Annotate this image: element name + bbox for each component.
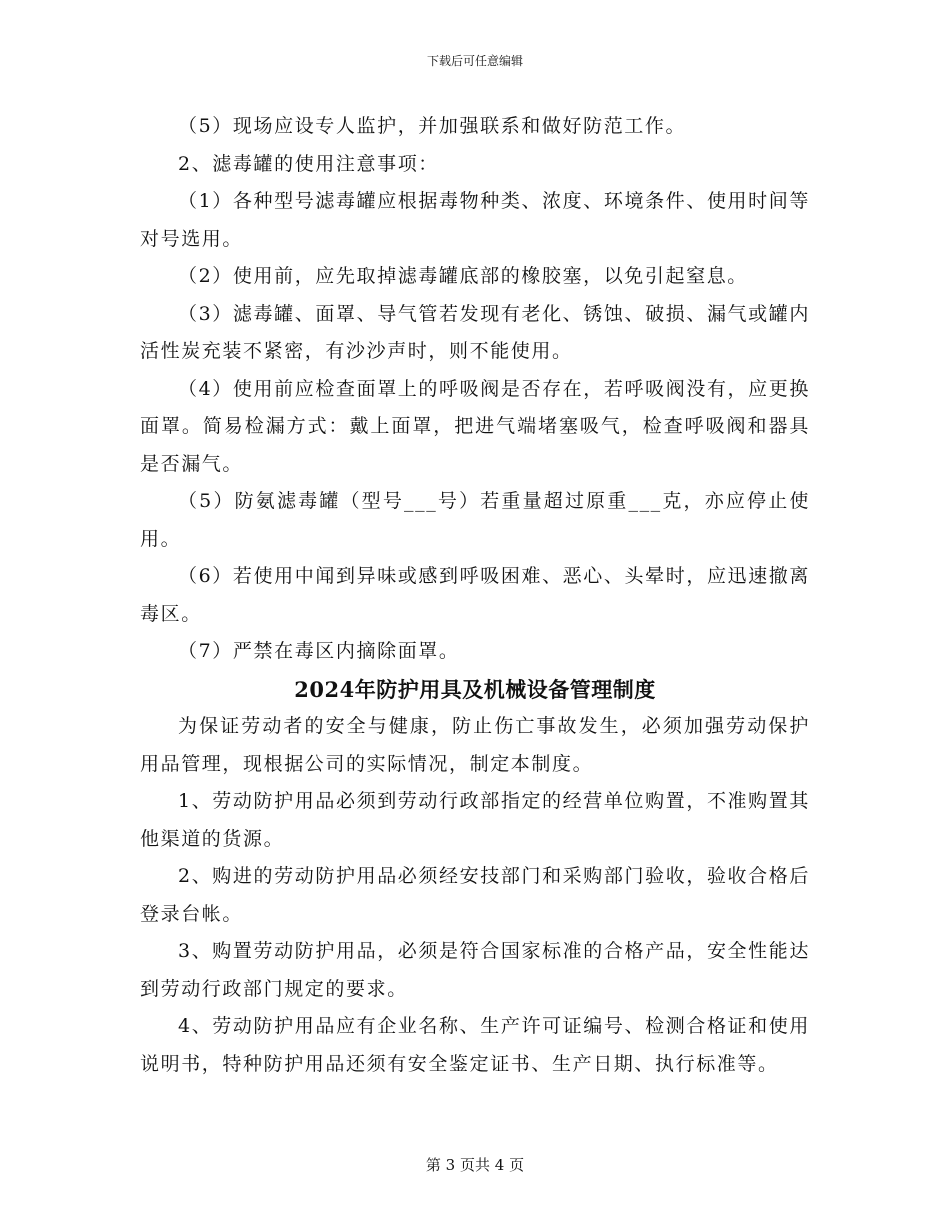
document-body xyxy=(140,108,810,1083)
paragraph: （5）现场应设专人监护，并加强联系和做好防范工作。 xyxy=(178,115,687,137)
page-footer: 第 3 页共 4 页 xyxy=(425,1156,525,1174)
section-title: 2024年防护用具及机械设备管理制度 xyxy=(294,676,656,702)
paragraph: 2、购进的劳动防护用品必须经安技部门和采购部门验收，验收合格后登录台帐。 xyxy=(140,865,810,925)
paragraph: 3、购置劳动防护用品，必须是符合国家标准的合格产品，安全性能达到劳动行政部门规定的要求。 xyxy=(140,940,810,1000)
paragraph: 为保证劳动者的安全与健康，防止伤亡事故发生，必须加强劳动保护用品管理，现根据公司的实际情况，制定本制度。 xyxy=(140,715,810,775)
paragraph: （5）防氨滤毒罐（型号___号）若重量超过原重___克，亦应停止使用。 xyxy=(140,490,810,550)
paragraph: （1）各种型号滤毒罐应根据毒物种类、浓度、环境条件、使用时间等对号选用。 xyxy=(140,190,810,250)
paragraph: （7）严禁在毒区内摘除面罩。 xyxy=(178,640,460,662)
paragraph: （2）使用前，应先取掉滤毒罐底部的橡胶塞，以免引起窒息。 xyxy=(178,265,748,287)
page-header: 下载后可任意编辑 xyxy=(426,54,523,68)
paragraph: （4）使用前应检查面罩上的呼吸阀是否存在，若呼吸阀没有，应更换面罩。简易检漏方式：戴上面罩，把进气端堵塞吸气，检查呼吸阀和器具是否漏气。 xyxy=(140,377,810,475)
paragraph: （6）若使用中闻到异味或感到呼吸困难、恶心、头晕时，应迅速撤离毒区。 xyxy=(140,565,810,625)
paragraph: 4、劳动防护用品应有企业名称、生产许可证编号、检测合格证和使用说明书，特种防护用品还须有安全鉴定证书、生产日期、执行标准等。 xyxy=(140,1015,810,1075)
paragraph: （3）滤毒罐、面罩、导气管若发现有老化、锈蚀、破损、漏气或罐内活性炭充装不紧密，有沙沙声时，则不能使用。 xyxy=(140,302,810,362)
paragraph: 1、劳动防护用品必须到劳动行政部指定的经营单位购置，不准购置其他渠道的货源。 xyxy=(140,790,810,850)
paragraph: 2、滤毒罐的使用注意事项： xyxy=(178,152,439,175)
